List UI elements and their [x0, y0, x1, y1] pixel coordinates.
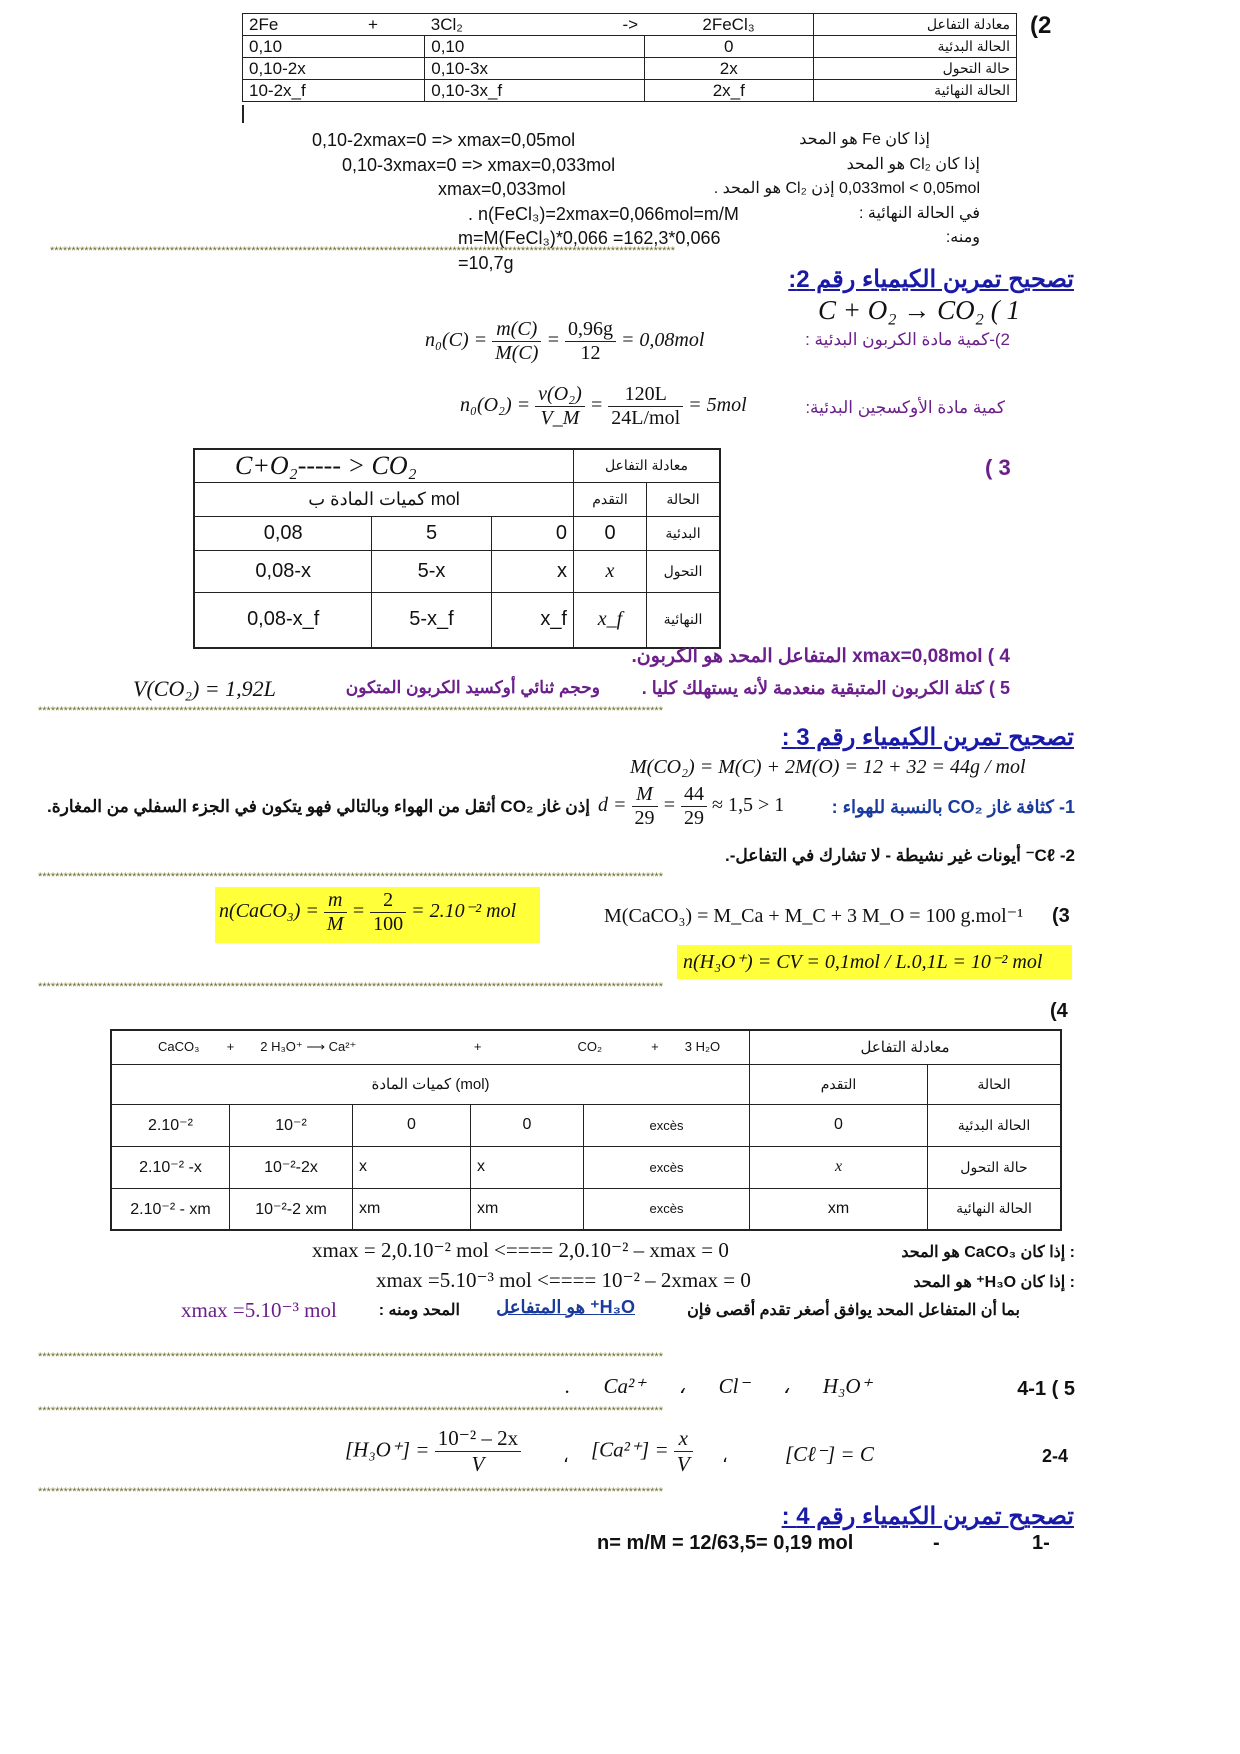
ex3-heading: تصحيح تمرين الكيمياء رقم 3 :	[781, 724, 1074, 751]
cell-label: الحالة البدئية	[814, 36, 1017, 58]
cell: الحالة البدئية	[928, 1104, 1062, 1146]
line: إذا كان Cl₂ هو المحد	[846, 155, 980, 173]
cell: 10⁻²-2 xm	[230, 1188, 353, 1230]
separator: **************************************************************************************************************************************************	[50, 245, 675, 257]
cell: ->	[560, 14, 644, 36]
cell: 2.10⁻² - xm	[111, 1188, 230, 1230]
sep-comma: ،	[563, 1446, 569, 1466]
cell: 10⁻²	[230, 1104, 353, 1146]
ex3-q3-num: (3	[1052, 905, 1070, 927]
line: 0,10-3xmax=0 => xmax=0,033mol	[342, 154, 616, 175]
cell: 0,10	[425, 36, 644, 58]
cell: x	[574, 550, 647, 592]
ex2-q3: ( 3	[985, 455, 1011, 480]
separator: **************************************************************************************************************************************************	[38, 705, 663, 717]
ex3-conclusion: بما أن المتفاعل المحد يوافق أصغر تقدم أقصى فإن	[687, 1302, 1020, 1319]
ex2-nC-formula: n₀(C) = $\frac{m(C)}{M(C)}$ = $\frac{0,96g}{12}$ = 0,08mol	[425, 318, 705, 364]
separator: **************************************************************************************************************************************************	[38, 1405, 663, 1417]
ex4-dash: -	[933, 1532, 940, 1554]
ex3-q52-ca: [Ca²⁺] = $\frac{x}{V}$	[591, 1426, 693, 1477]
ex2-q5-formula: V(CO₂) = 1,92L	[133, 676, 276, 701]
ex3-q5-ions: . Ca²⁺ ، Cl⁻ ، H₃O⁺	[565, 1374, 872, 1398]
cell-eq: CaCO₃ + 2 H₃O⁺ ⟶ Ca²⁺ + CO₂ + 3 H₂O	[111, 1030, 750, 1064]
cell: 10-2x_f	[243, 80, 425, 102]
sep-comma: ،	[722, 1446, 728, 1466]
cell: x	[471, 1146, 584, 1188]
cell: البدئية	[647, 516, 721, 550]
cell: 0	[353, 1104, 471, 1146]
line: إذا كان Fe هو المحد	[799, 131, 930, 148]
cell: x	[750, 1146, 928, 1188]
cell: x	[353, 1146, 471, 1188]
ex3-lim1: xmax = 2,0.10⁻² mol <==== 2,0.10⁻² – xmax = 0	[312, 1238, 729, 1262]
cell-label: حالة التحول	[814, 58, 1017, 80]
cell: النهائية	[647, 592, 721, 648]
line: ومنه:	[945, 229, 980, 246]
cell-amount-header: (mol) كميات المادة	[111, 1064, 750, 1104]
separator: **************************************************************************************************************************************************	[38, 981, 663, 993]
ex3-q1-text: إذن غاز CO₂ أثقل من الهواء وبالتالي فهو يتكون في الجزء السفلي من المغارة.	[47, 797, 590, 816]
line: m=M(FeCl₃)*0,066 =162,3*0,066 =10,7g	[458, 228, 721, 273]
cell-state-header: الحالة	[647, 482, 721, 516]
cell: 2x	[644, 58, 813, 80]
ex4-heading: تصحيح تمرين الكيمياء رقم 4 :	[781, 1503, 1074, 1530]
cell: excès	[584, 1188, 750, 1230]
line: 0,033mol < 0,05mol إذن Cl₂ هو المحد .	[713, 180, 980, 197]
cell-state-header: الحالة	[928, 1064, 1062, 1104]
ex1-right-lines	[660, 128, 980, 251]
separator: **************************************************************************************************************************************************	[38, 871, 663, 883]
cell: 0	[491, 516, 573, 550]
cell: xm	[471, 1188, 584, 1230]
ex4-num: 1-	[1032, 1532, 1050, 1554]
cell-adv-header: التقدم	[574, 482, 647, 516]
cell: 10⁻²-2x	[230, 1146, 353, 1188]
ex3-conclusion-link: H₃O⁺ هو المتفاعل	[496, 1297, 635, 1317]
cell: +	[362, 14, 425, 36]
cell: xm	[750, 1188, 928, 1230]
cell: 5	[372, 516, 491, 550]
ex3-table	[110, 1029, 1062, 1231]
line: 0,10-2xmax=0 => xmax=0,05mol	[312, 130, 576, 150]
line: xmax=0,033mol	[438, 179, 566, 199]
line: . n(FeCl₃)=2xmax=0,066mol=m/M	[468, 203, 739, 224]
ex3-q3-molar-mass: M(CaCO₃) = M_Ca + M_C + 3 M_O = 100 g.mol⁻¹	[604, 905, 1024, 927]
cell-adv-header: التقدم	[750, 1064, 928, 1104]
cell: x	[491, 550, 573, 592]
cell: excès	[584, 1104, 750, 1146]
ex3-q4-num: (4	[1050, 1000, 1068, 1022]
ex2-equation: C + O₂ → CO₂ ( 1	[818, 295, 1020, 325]
ex2-q2b-label: كمية مادة الأوكسجين البدئية:	[805, 398, 1005, 417]
ex3-q5-label: 5 ) 4-1	[1017, 1378, 1075, 1400]
ex3-q52-h3o: [H₃O⁺] = $\frac{\text{10⁻² – 2x}}{V}$	[345, 1426, 521, 1477]
cell-label: معادلة التفاعل	[814, 14, 1017, 36]
cell: x_f	[574, 592, 647, 648]
cell: حالة التحول	[928, 1146, 1062, 1188]
cell-eq: C+O₂----- > CO₂	[194, 449, 574, 482]
ex1-number: (2	[1030, 12, 1052, 39]
ex2-q4: 4 ) xmax=0,08mol المتفاعل المحد هو الكربون.	[631, 646, 1010, 667]
cell: 0,10-2x	[243, 58, 425, 80]
ex3-q3-n-caco3: n(CaCO₃) = $\frac{m}{M}$ = $\frac{2}{100}$ = 2.10⁻² mol	[215, 887, 540, 943]
cell: 2x_f	[644, 80, 813, 102]
cell-label: معادلة التفاعل	[574, 449, 721, 482]
ex3-lim1-label: : إذا كان CaCO₃ هو المحد	[901, 1244, 1075, 1261]
cell: 0	[644, 36, 813, 58]
cell: x_f	[491, 592, 573, 648]
cell: 0,08-x_f	[194, 592, 372, 648]
cell: 0,08-x	[194, 550, 372, 592]
cell: 5-x	[372, 550, 491, 592]
cell: 0	[750, 1104, 928, 1146]
cell-label: الحالة النهائية	[814, 80, 1017, 102]
cell: 0,10-3x	[425, 58, 644, 80]
cell-label: معادلة التفاعل	[750, 1030, 1062, 1064]
ex3-lim2: xmax =5.10⁻³ mol <==== 10⁻² – 2xmax = 0	[376, 1268, 751, 1292]
ex3-q3-n-h3o: n(H₃O⁺) = CV = 0,1mol / L.0,1L = 10⁻² mol	[677, 945, 1072, 979]
cell: 2.10⁻²	[111, 1104, 230, 1146]
line: في الحالة النهائية :	[859, 204, 980, 222]
cell-amount-header: mol كميات المادة ب	[194, 482, 574, 516]
cell: 5-x_f	[372, 592, 491, 648]
ex2-table	[193, 448, 721, 649]
cell: التحول	[647, 550, 721, 592]
table-tail	[242, 105, 244, 123]
cell: 2FeCl₃	[644, 14, 813, 36]
ex2-q5-mid: وحجم ثنائي أوكسيد الكربون المتكون	[345, 678, 600, 697]
ex2-heading: تصحيح تمرين الكيمياء رقم 2:	[788, 266, 1074, 293]
cell: 0	[471, 1104, 584, 1146]
cell: 0,08	[194, 516, 372, 550]
cell: 2.10⁻² -x	[111, 1146, 230, 1188]
ex3-q2: 2- Cℓ⁻ أيونات غير نشيطة - لا تشارك في التفاعل-.	[724, 846, 1075, 865]
ex3-conclusion-val: xmax =5.10⁻³ mol	[181, 1298, 337, 1322]
cell: 0,10-3x_f	[425, 80, 644, 102]
cell: الحالة النهائية	[928, 1188, 1062, 1230]
separator: **************************************************************************************************************************************************	[38, 1351, 663, 1363]
ex4-line1: n= m/M = 12/63,5= 0,19 mol	[597, 1532, 854, 1554]
ex3-q52-label: 2-4	[1042, 1446, 1069, 1466]
ex3-conclusion-mid: المحد ومنه :	[378, 1302, 460, 1319]
cell: 3Cl₂	[425, 14, 560, 36]
ex3-mco2: M(CO₂) = M(C) + 2M(O) = 12 + 32 = 44g / mol	[630, 756, 1026, 778]
cell: 0	[574, 516, 647, 550]
ex1-reaction-table	[242, 13, 1017, 102]
ex3-lim2-label: : إذا كان H₃O⁺ هو المحد	[913, 1274, 1075, 1291]
cell: xm	[353, 1188, 471, 1230]
separator: **************************************************************************************************************************************************	[38, 1486, 663, 1498]
ex2-nO-formula: n₀(O₂) = $\frac{\text{v(O₂)}}{V\_M}$ = $\frac{120L}{\text{24L/mol}}$ = 5mol	[460, 383, 747, 429]
ex3-q52-cl: [Cℓ⁻] = C	[785, 1442, 874, 1466]
ex2-q5: 5 ) كتلة الكربون المتبقية منعدمة لأنه يستهلك كليا .	[641, 678, 1010, 698]
ex3-q1-label: 1- كثافة غاز CO₂ بالنسبة للهواء :	[831, 797, 1075, 817]
ex3-q1-formula: d = $\frac{M}{29}$ = $\frac{44}{29}$ ≈ 1,5 > 1	[598, 783, 785, 829]
cell: 2Fe	[243, 14, 363, 36]
cell: excès	[584, 1146, 750, 1188]
ex2-q2-label: 2)-كمية مادة الكربون البدئية :	[805, 330, 1010, 349]
cell: 0,10	[243, 36, 425, 58]
